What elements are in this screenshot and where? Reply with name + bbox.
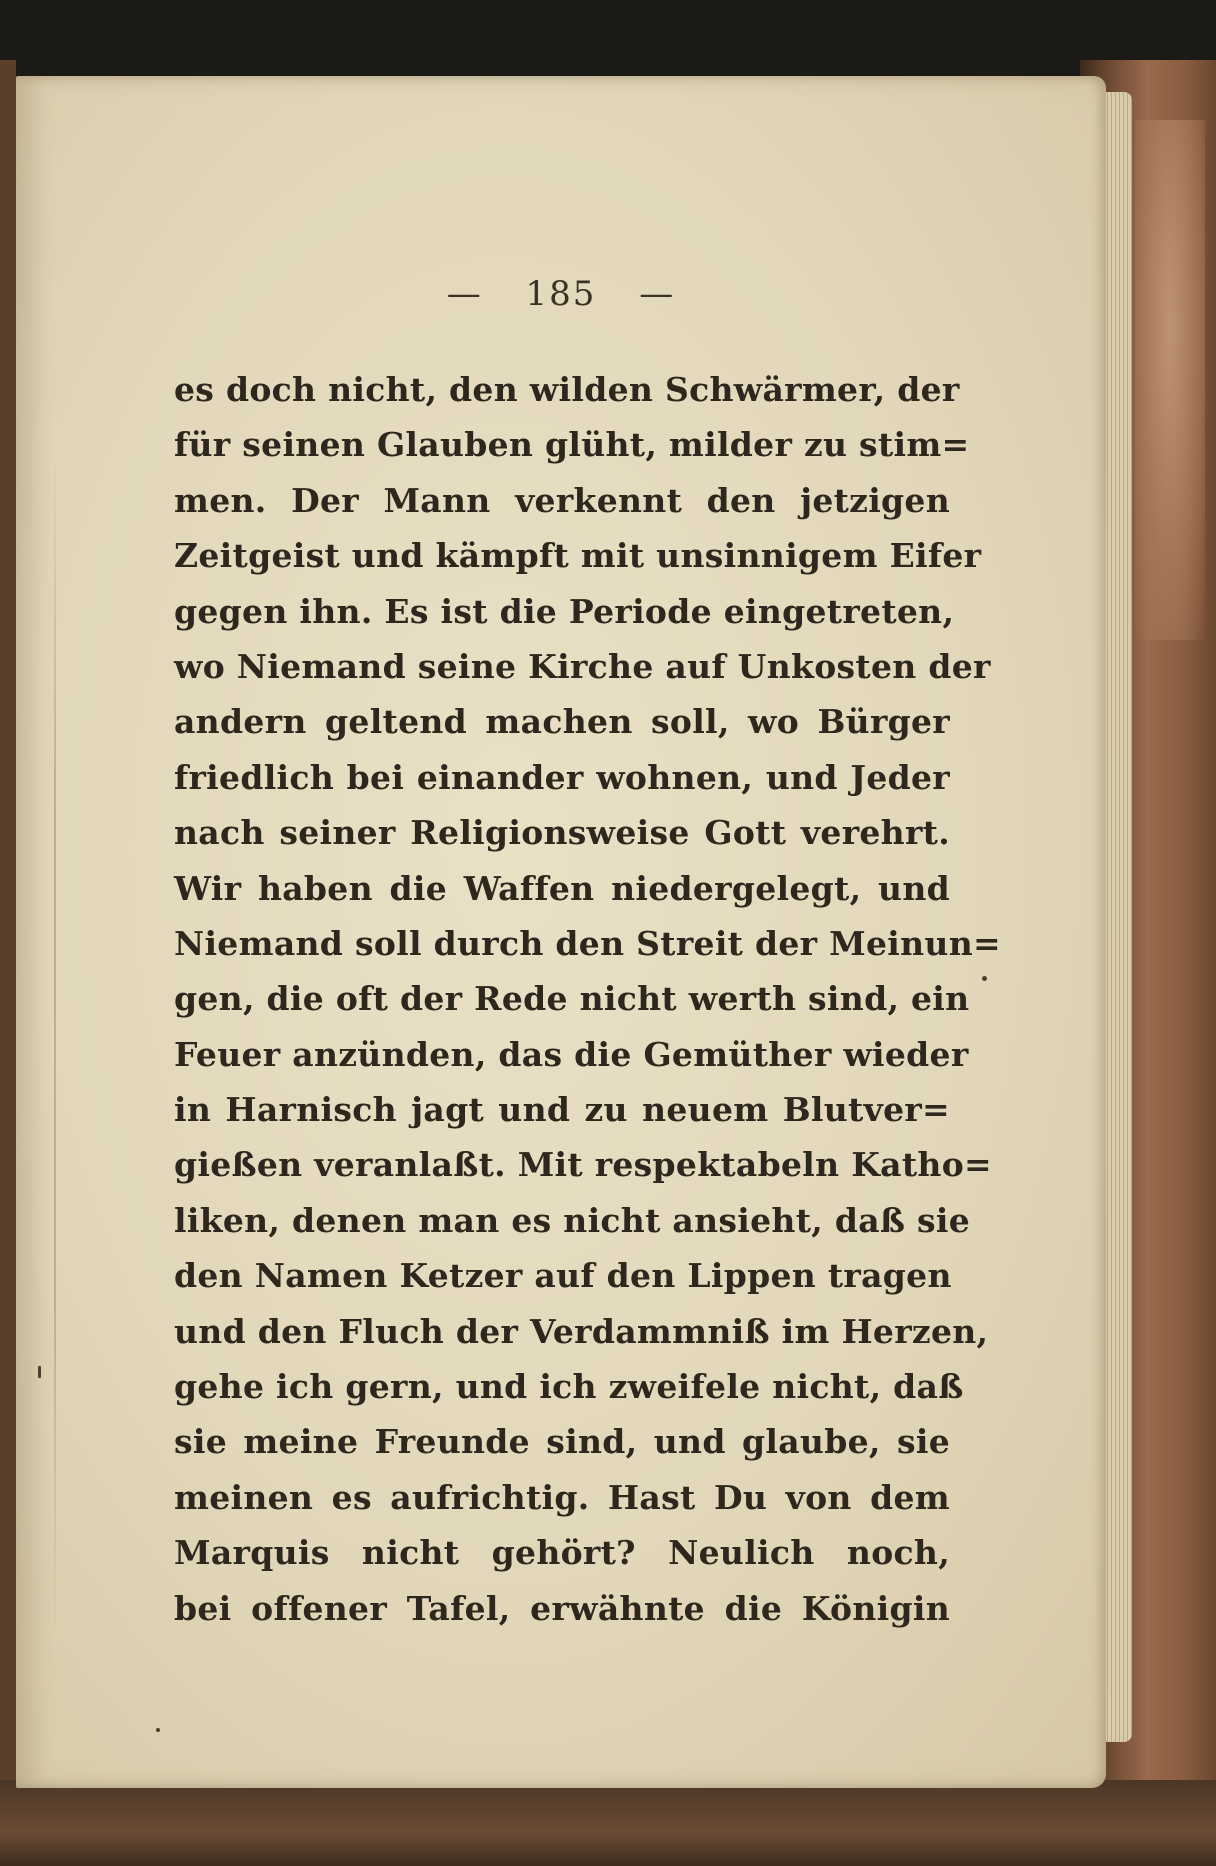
text-line: friedlich bei einander wohnen, und Jeder <box>174 757 950 797</box>
page-number: 185 <box>525 274 597 314</box>
text-line: Feuer anzünden, das die Gemüther wieder <box>174 1034 969 1074</box>
text-line: es doch nicht, den wilden Schwärmer, der <box>174 370 960 409</box>
text-line: Marquis nicht gehört? Neulich noch, <box>174 1533 950 1573</box>
book-page <box>16 76 1106 1788</box>
text-line: und den Fluch der Verdammniß im Herzen, <box>174 1311 989 1351</box>
body-text <box>174 362 1001 1636</box>
text-line: nach seiner Religionsweise Gott verehrt. <box>174 813 950 853</box>
paper-fleck <box>156 1728 160 1732</box>
text-line: gehe ich gern, und ich zweifele nicht, daß <box>174 1367 964 1407</box>
text-line: in Harnisch jagt und zu neuem Blutver= <box>174 1090 950 1130</box>
text-line: meinen es aufrichtig. Hast Du von dem <box>174 1477 950 1517</box>
text-line: gießen veranlaßt. Mit respektabeln Katho= <box>174 1145 992 1185</box>
text-line: Niemand soll durch den Streit der Meinun= <box>174 923 1001 963</box>
header-dash-left: — <box>446 274 483 314</box>
cover-stain <box>1135 120 1205 640</box>
text-line: wo Niemand seine Kirche auf Unkosten der <box>174 646 991 686</box>
paper-fleck <box>38 1366 41 1378</box>
text-line: andern geltend machen soll, wo Bürger <box>174 702 950 742</box>
page-header <box>16 274 1106 334</box>
leather-cover-bottom <box>0 1780 1216 1866</box>
header-dash-right: — <box>639 274 676 314</box>
text-line: gegen ihn. Es ist die Periode eingetreten, <box>174 591 955 631</box>
text-line: liken, denen man es nicht ansieht, daß sie <box>174 1200 971 1240</box>
paper-fleck <box>982 976 987 981</box>
text-line: sie meine Freunde sind, und glaube, sie <box>174 1422 950 1462</box>
text-line: für seinen Glauben glüht, milder zu stim= <box>174 425 970 465</box>
text-line: den Namen Ketzer auf den Lippen tragen <box>174 1256 952 1296</box>
leather-cover-left <box>0 60 16 1820</box>
text-line: Zeitgeist und kämpft mit unsinnigem Eifer <box>174 536 982 576</box>
text-line: gen, die oft der Rede nicht werth sind, ein <box>174 979 970 1019</box>
gutter-shadow <box>54 456 56 1636</box>
text-line: Wir haben die Waffen niedergelegt, und <box>174 868 950 908</box>
text-line: men. Der Mann verkennt den jetzigen <box>174 480 950 520</box>
text-line: bei offener Tafel, erwähnte die Königin <box>174 1588 950 1628</box>
